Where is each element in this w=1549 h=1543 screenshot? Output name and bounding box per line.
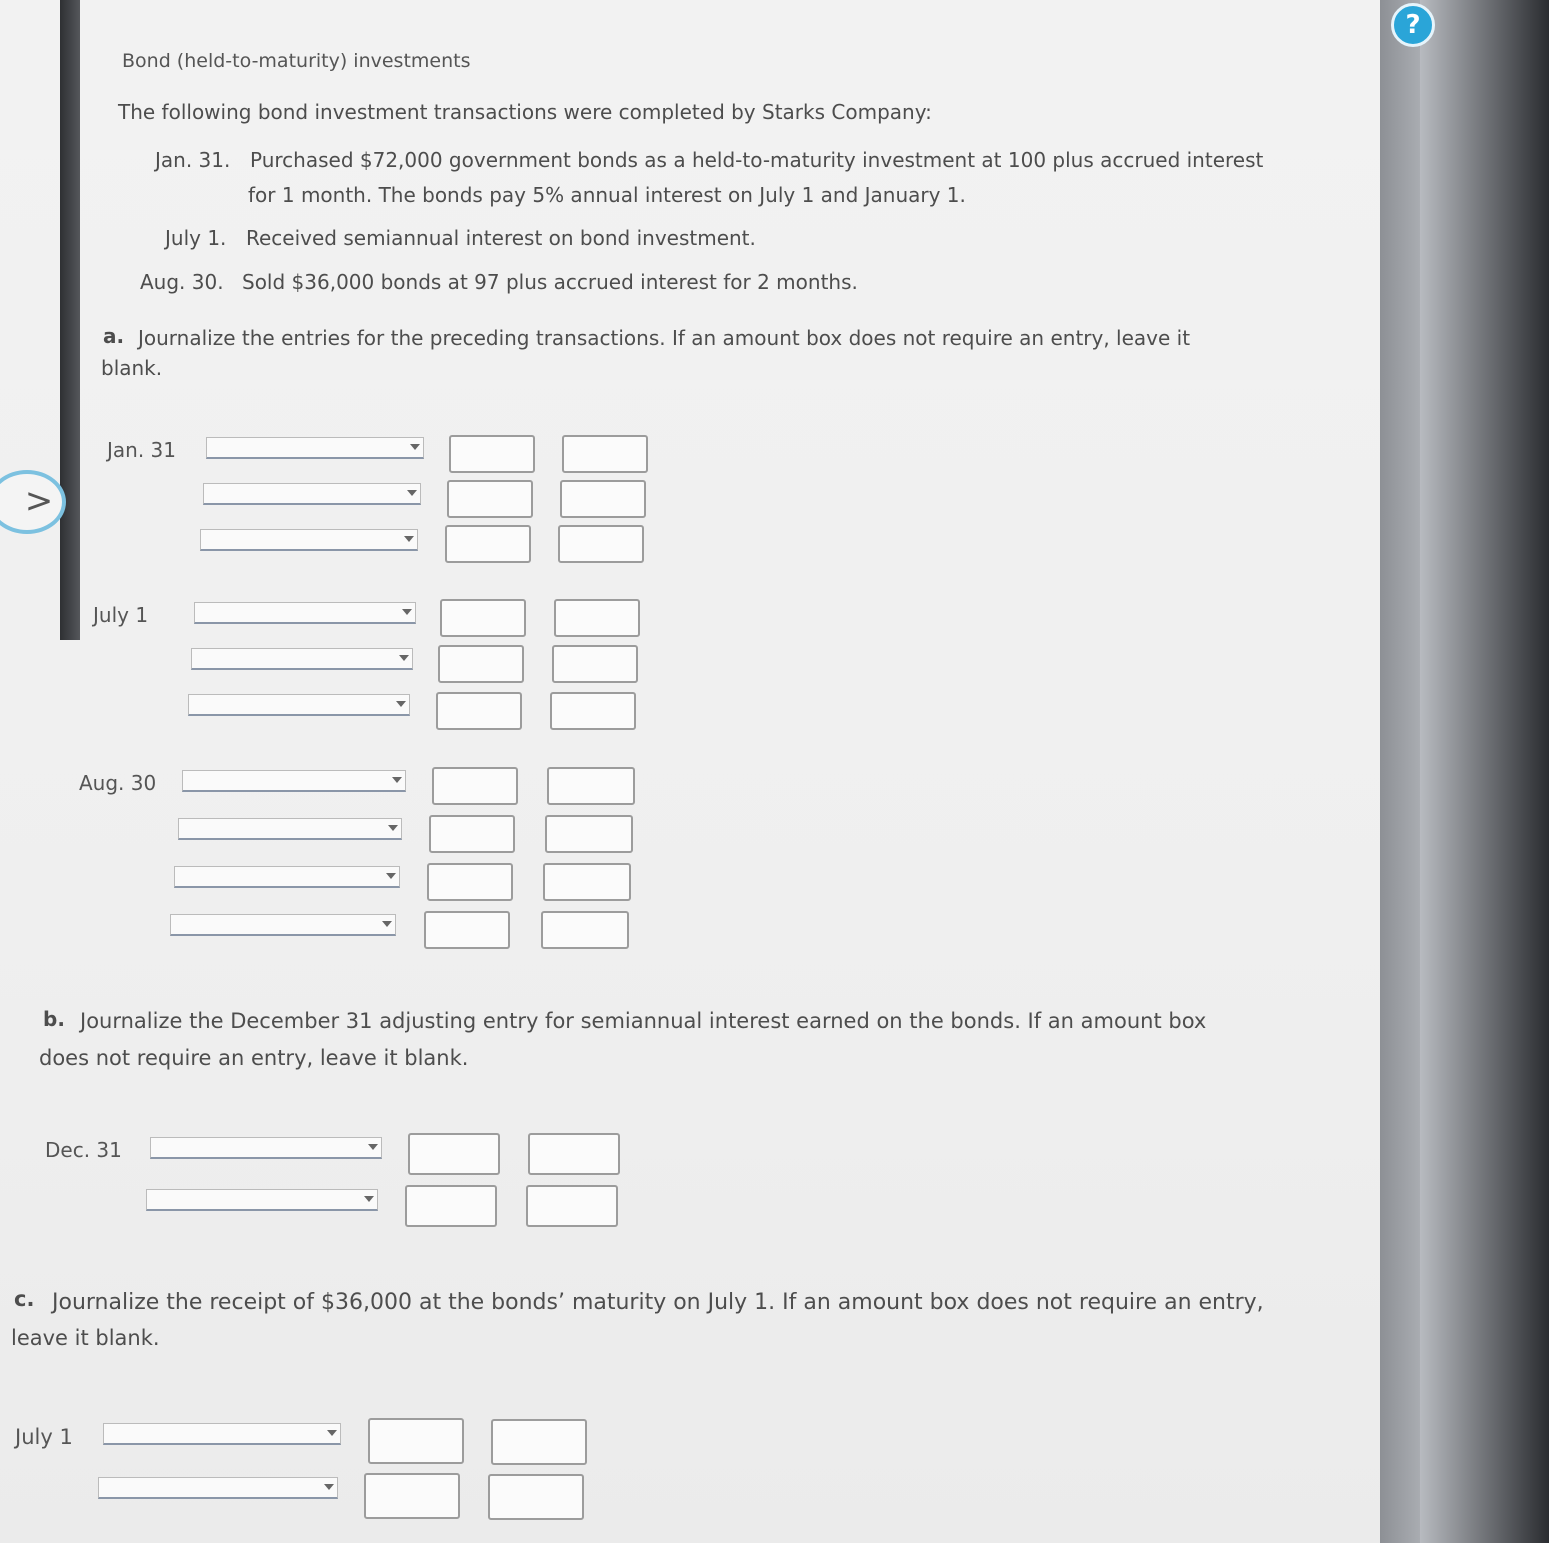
transaction-text: Purchased $72,000 government bonds as a held-to-maturity investment at 100 plus accrued interest [250, 148, 1264, 172]
credit-amount-input[interactable] [554, 599, 640, 637]
credit-amount-input[interactable] [545, 815, 633, 853]
caret-down-icon [368, 1144, 378, 1150]
debit-amount-input[interactable] [436, 692, 522, 730]
debit-amount-input[interactable] [449, 435, 535, 473]
part-a-instructions: Journalize the entries for the preceding transactions. If an amount box does not require an entry, leave it [138, 326, 1191, 350]
caret-down-icon [364, 1196, 374, 1202]
debit-amount-input[interactable] [364, 1473, 460, 1519]
right-scroll-panel [1380, 0, 1420, 1543]
part-b-instructions: Journalize the December 31 adjusting entry for semiannual interest earned on the bonds. If an amount box [80, 1009, 1207, 1033]
account-dropdown[interactable] [146, 1189, 378, 1211]
debit-amount-input[interactable] [445, 525, 531, 563]
debit-amount-input[interactable] [447, 480, 533, 518]
debit-amount-input[interactable] [438, 645, 524, 683]
account-dropdown[interactable] [203, 483, 421, 505]
part-a-instructions: blank. [101, 356, 163, 380]
caret-down-icon [404, 536, 414, 542]
part-a-letter: a. [103, 324, 125, 348]
account-dropdown[interactable] [178, 818, 402, 840]
caret-down-icon [386, 873, 396, 879]
page-fold-shadow [60, 0, 80, 640]
account-dropdown[interactable] [200, 529, 418, 551]
right-screen-edge [1420, 0, 1549, 1543]
caret-down-icon [396, 701, 406, 707]
credit-amount-input[interactable] [543, 863, 631, 901]
journal-date-july1: July 1 [93, 603, 149, 627]
credit-amount-input[interactable] [541, 911, 629, 949]
debit-amount-input[interactable] [440, 599, 526, 637]
credit-amount-input[interactable] [488, 1474, 584, 1520]
credit-amount-input[interactable] [552, 645, 638, 683]
credit-amount-input[interactable] [491, 1419, 587, 1465]
account-dropdown[interactable] [191, 648, 413, 670]
journal-date-july1-c: July 1 [15, 1425, 73, 1449]
account-dropdown[interactable] [174, 866, 400, 888]
debit-amount-input[interactable] [368, 1418, 464, 1464]
account-dropdown[interactable] [194, 602, 416, 624]
caret-down-icon [399, 655, 409, 661]
caret-down-icon [402, 609, 412, 615]
part-b-letter: b. [43, 1007, 65, 1031]
transaction-text: Received semiannual interest on bond investment. [246, 226, 756, 250]
transaction-date: Jan. 31. [155, 148, 231, 172]
transaction-date: July 1. [165, 226, 227, 250]
caret-down-icon [407, 490, 417, 496]
debit-amount-input[interactable] [424, 911, 510, 949]
part-c-instructions: Journalize the receipt of $36,000 at the bonds’ maturity on July 1. If an amount box does not require an entry, [52, 1290, 1264, 1315]
journal-date-dec31: Dec. 31 [45, 1138, 122, 1162]
credit-amount-input[interactable] [558, 525, 644, 563]
caret-down-icon [388, 825, 398, 831]
debit-amount-input[interactable] [429, 815, 515, 853]
caret-down-icon [324, 1484, 334, 1490]
transaction-text: for 1 month. The bonds pay 5% annual interest on July 1 and January 1. [248, 183, 966, 207]
debit-amount-input[interactable] [405, 1185, 497, 1227]
part-b-instructions: does not require an entry, leave it blank. [39, 1046, 469, 1070]
question-title: Bond (held-to-maturity) investments [122, 50, 471, 72]
credit-amount-input[interactable] [526, 1185, 618, 1227]
account-dropdown[interactable] [150, 1137, 382, 1159]
credit-amount-input[interactable] [562, 435, 648, 473]
intro-text: The following bond investment transactions were completed by Starks Company: [118, 100, 932, 124]
credit-amount-input[interactable] [528, 1133, 620, 1175]
credit-amount-input[interactable] [550, 692, 636, 730]
journal-date-aug30: Aug. 30 [79, 771, 157, 795]
side-toggle-glyph: > [24, 481, 54, 521]
help-icon[interactable]: ? [1391, 3, 1435, 47]
transaction-date: Aug. 30. [140, 270, 224, 294]
account-dropdown[interactable] [182, 770, 406, 792]
caret-down-icon [392, 777, 402, 783]
account-dropdown[interactable] [170, 914, 396, 936]
account-dropdown[interactable] [206, 437, 424, 459]
account-dropdown[interactable] [98, 1477, 338, 1499]
account-dropdown[interactable] [103, 1423, 341, 1445]
caret-down-icon [410, 444, 420, 450]
debit-amount-input[interactable] [427, 863, 513, 901]
part-c-instructions: leave it blank. [11, 1326, 160, 1350]
credit-amount-input[interactable] [560, 480, 646, 518]
credit-amount-input[interactable] [547, 767, 635, 805]
account-dropdown[interactable] [188, 694, 410, 716]
part-c-letter: c. [14, 1287, 35, 1311]
caret-down-icon [382, 921, 392, 927]
debit-amount-input[interactable] [432, 767, 518, 805]
journal-date-jan31: Jan. 31 [107, 438, 176, 462]
caret-down-icon [327, 1430, 337, 1436]
transaction-text: Sold $36,000 bonds at 97 plus accrued interest for 2 months. [242, 270, 858, 294]
debit-amount-input[interactable] [408, 1133, 500, 1175]
